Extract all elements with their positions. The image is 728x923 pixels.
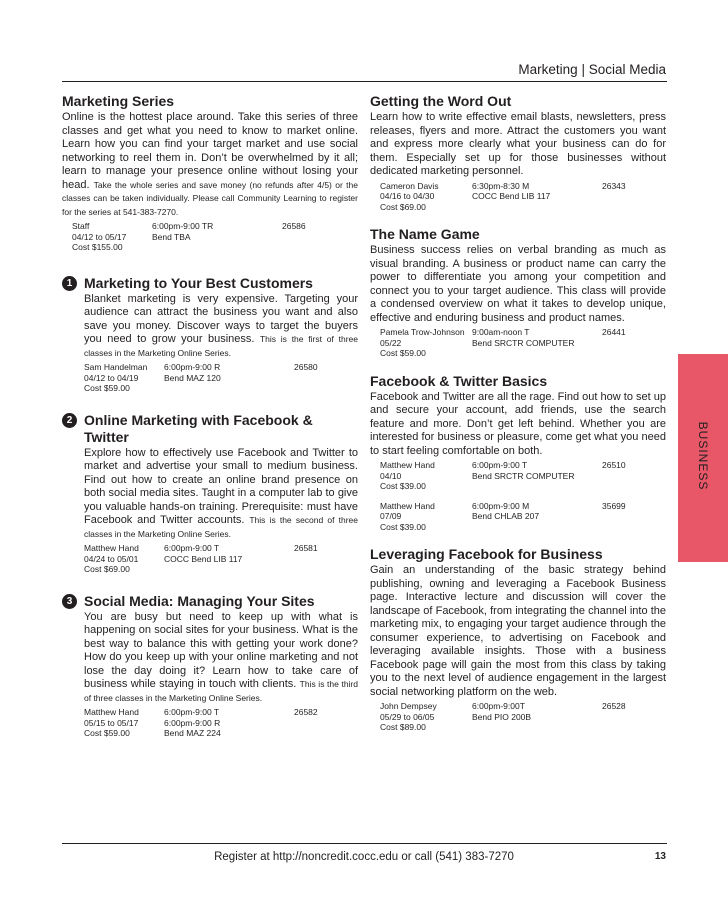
fb-twitter-section — [370, 373, 666, 533]
section-title: Leveraging Facebook for Business — [370, 546, 603, 562]
section-body: You are busy but need to keep up with what is happening on social sites for your business. What is the best way to balance this with getting your work done? How do you keep up with your online marketing and not lose the day doing it? Learn how to take care of business while staying in touch with clients. This is the third of three classes in the Marketing Online Series. — [84, 610, 358, 703]
section-title: Getting the Word Out — [370, 93, 512, 109]
section-title: Online Marketing with Facebook & Twitter — [84, 411, 313, 445]
session-info: Matthew Hand 6:00pm-9:00 T 26581 04/24 to 05/01 COCC Bend LIB 117 Cost $69.00 — [84, 543, 318, 574]
session-info: Pamela Trow-Johnson 9:00am-noon T 26441 05/22 Bend SRCTR COMPUTER Cost $59.00 — [380, 327, 626, 358]
name-game-section — [370, 226, 666, 359]
section-title: Facebook & Twitter Basics — [370, 372, 548, 389]
section-body: Facebook and Twitter are all the rage. Find out how to set up and secure your account, add friends, use the search feature and more. Don’t get left behind. Whether you are interested for business or pleasure, come get what you need to start feeling comfortable on both. — [370, 390, 666, 457]
section-body: Explore how to effectively use Facebook and Twitter to market and advertise your small to medium business. Find out how to create an online brand presence on both social media sites. Taught in a computer lab to give you valuable hands-on training. Prerequisite: must have Facebook and Twitter accounts. This is the second of three classes in the Marketing Online Series. — [84, 446, 358, 539]
session-info: Staff 6:00pm-9:00 TR 26586 04/12 to 05/17 Bend TBA Cost $155.00 — [72, 221, 306, 252]
section-body: Online is the hottest place around. Take this series of three classes and get what you need to know to market online. Learn how you can find your target market and use social networking to reel them in. Don’t be overwhelmed by it all; learn to manage your presence online without losing your head. Take the whole series and save money (no refunds after 4/5) or the classes can be taken individually. Please call Community Learning to register for the series at 541-383-7270. — [62, 111, 359, 217]
word-out-section — [370, 93, 666, 212]
section-body: Gain an understanding of the basic strategy behind publishing, owning and leveraging a Facebook Business page. Interactive lecture and discussion will cover the landscape of Facebook, from integrating the channel into the marketing mix, to engaging your target audience through the consumer experience, to advertising on Facebook and leveraging available insights. Those with a business Facebook page will gain the most from this class by taking you to the next level of audience engagement in the largest social networking platform on the web. — [370, 564, 666, 698]
section-body: Business success relies on verbal branding as much as visual branding. A business or product name can carry the power to differentiate you among your competition and connect you to your target audience. This class will provide a condensed overview on what it takes to develop unique, effective and enduring business and product names. — [370, 244, 666, 324]
left-column — [62, 93, 358, 739]
section-title: Marketing to Your Best Customers — [84, 274, 313, 291]
footer-text: Register at http://noncredit.cocc.edu or call (541) 383-7270 — [214, 851, 514, 863]
session-info: Cameron Davis 6:30pm-8:30 M 26343 04/16 to 04/30 COCC Bend LIB 117 Cost $69.00 — [380, 180, 626, 212]
class-1-section — [62, 275, 358, 394]
class-3-section — [62, 593, 358, 739]
session-info: Sam Handelman 6:00pm-9:00 R 26580 04/12 to 04/19 Bend MAZ 120 Cost $59.00 — [84, 362, 318, 393]
running-header: Marketing | Social Media — [518, 62, 666, 77]
section-tab-label: BUSINESS — [696, 421, 710, 491]
number-badge: 3 — [62, 594, 77, 609]
section-title: Social Media: Managing Your Sites — [84, 592, 315, 609]
session-info: Matthew Hand 6:00pm-9:00 T 26582 05/15 to 05/17 6:00pm-9:00 R Cost $59.00 Bend MAZ 224 — [84, 707, 318, 738]
footer-rule — [62, 843, 667, 844]
section-body: Blanket marketing is very expensive. Targeting your audience can attract the business you want and also save you money. Discover ways to target the buyers you need to grow your business. This is the first of three classes in the Marketing Online Series. — [84, 292, 358, 358]
right-column — [370, 93, 666, 733]
page-number: 13 — [654, 851, 666, 862]
session-info: John Dempsey 6:00pm-9:00T 26528 05/29 to 06/05 Bend PIO 200B Cost $89.00 — [380, 701, 626, 732]
marketing-series-section — [62, 93, 358, 253]
series-note: Take the whole series and save money (no refunds after 4/5) or the classes can be taken individually. Please call Community Learning to register for the series at 541-383-7270. — [62, 179, 359, 217]
section-body: Learn how to write effective email blasts, newsletters, press releases, flyers and more. Attract the customers you want and express more clearly what your business can do for them. Especially set up for those businesses without dedicated marketing personnel. — [370, 111, 666, 177]
number-badge: 2 — [62, 413, 77, 428]
section-title: The Name Game — [370, 226, 480, 242]
session-info: Matthew Hand 6:00pm-9:00 T 26510 04/10 Bend SRCTR COMPUTER Cost $39.00 — [380, 460, 626, 491]
leveraging-section — [370, 546, 666, 733]
session-info: Matthew Hand 6:00pm-9:00 M 35699 07/09 Bend CHLAB 207 Cost $39.00 — [380, 500, 626, 532]
number-badge: 1 — [62, 276, 77, 291]
section-title: Marketing Series — [62, 93, 175, 109]
header-rule — [62, 81, 667, 82]
class-2-section — [62, 412, 358, 575]
